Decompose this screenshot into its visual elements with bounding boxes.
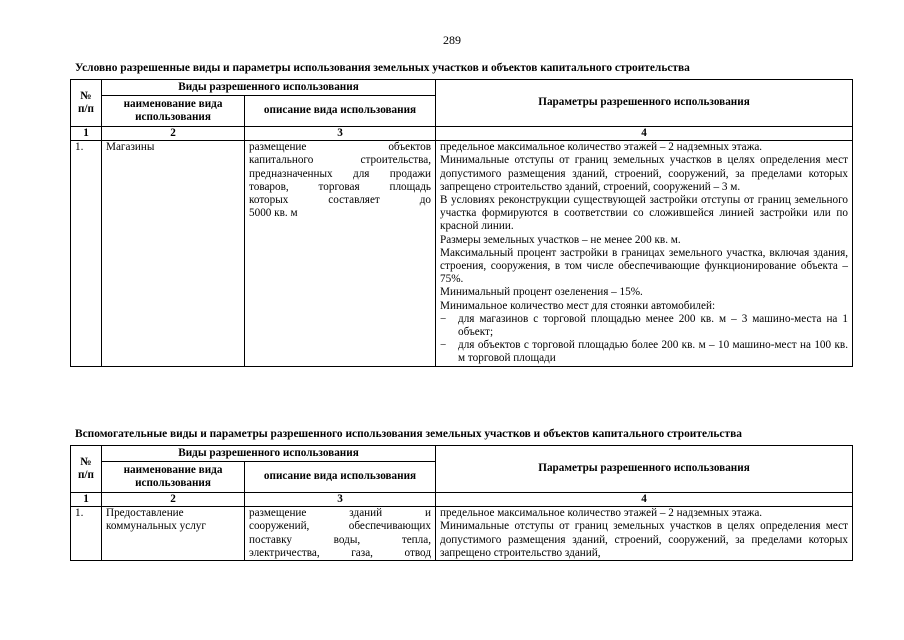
parking-bullet: − для магазинов с торговой площадью менее 200 кв. м – 3 машино-места на 1 объект; [440,312,849,339]
table-row [71,507,853,561]
use-parameters: предельное максимальное количество этажей – 2 надземных этажа. Минимальные отступы от границ земельных участков в целях определения мест допустимого размещения зданий, строений, сооружений, за пределами которых запрещено строительство зданий, [436,507,853,561]
header-types: Виды разрешенного использования [102,80,436,96]
table-row [71,141,853,366]
column-number-2: 2 [102,127,245,141]
use-description: размещение объектов капитального строительства, предназначенных для продажи товаров, торговая площадь которых составляет до 5000 кв. м [245,141,436,366]
auxiliary-uses-table [70,445,853,561]
conditional-uses-table [70,79,853,367]
use-parameters: предельное максимальное количество этажей – 2 надземных этажа. Минимальные отступы от границ земельных участков в целях определения мест допустимого размещения зданий, строений, сооружений, за пределами которых запрещено строительство зданий, строений, сооружений – 3 м. В условиях реконструкции существующей застройки отступы от границ земельного участка формируются в соответствии со сложившейся линией застройки или по красной линии. Размеры земельных участков – не менее 200 кв. м. Максимальный процент застройки в границах земельного участка, включая здания, строения, сооружения, в том числе обеспечивающие функционирование объекта – 75%. Минимальный процент озеленения – 15%. Минимальное количество мест для стоянки автомобилей: − для магазинов с торговой площадью менее 200 кв. м – 3 машино-места на 1 объект; − для объектов с торговой площадью более 200 кв. м – 10 машино-мест на 100 кв. м торговой площади [436,141,853,366]
header-num: № п/п [71,446,102,493]
use-name: Магазины [102,141,245,366]
column-number-1: 1 [71,127,102,141]
column-number-4: 4 [436,127,853,141]
header-desc: описание вида использования [245,96,436,127]
header-params: Параметры разрешенного использования [436,80,853,127]
parking-bullet: − для объектов с торговой площадью более 200 кв. м – 10 машино-мест на 100 кв. м торговой площади [440,339,849,365]
section-title-conditional: Условно разрешенные виды и параметры использования земельных участков и объектов капитального строительства [75,62,690,74]
row-number: 1. [71,507,102,561]
dash-marker: − [440,339,447,352]
column-number-2: 2 [102,493,245,507]
header-num: № п/п [71,80,102,127]
column-number-3: 3 [245,127,436,141]
use-name: Предоставление коммунальных услуг [102,507,245,561]
dash-marker: − [440,312,447,325]
header-name: наименование вида использования [102,96,245,127]
section-title-auxiliary: Вспомогательные виды и параметры разрешенного использования земельных участков и объектов капитального строительства [75,428,742,440]
column-number-1: 1 [71,493,102,507]
column-number-3: 3 [245,493,436,507]
header-params: Параметры разрешенного использования [436,446,853,493]
header-types: Виды разрешенного использования [102,446,436,462]
row-number: 1. [71,141,102,366]
header-name: наименование вида использования [102,462,245,493]
use-description: размещение зданий и сооружений, обеспечивающих поставку воды, тепла, электричества, газа, отвод [245,507,436,561]
page-number: 289 [443,33,461,47]
column-number-4: 4 [436,493,853,507]
header-desc: описание вида использования [245,462,436,493]
